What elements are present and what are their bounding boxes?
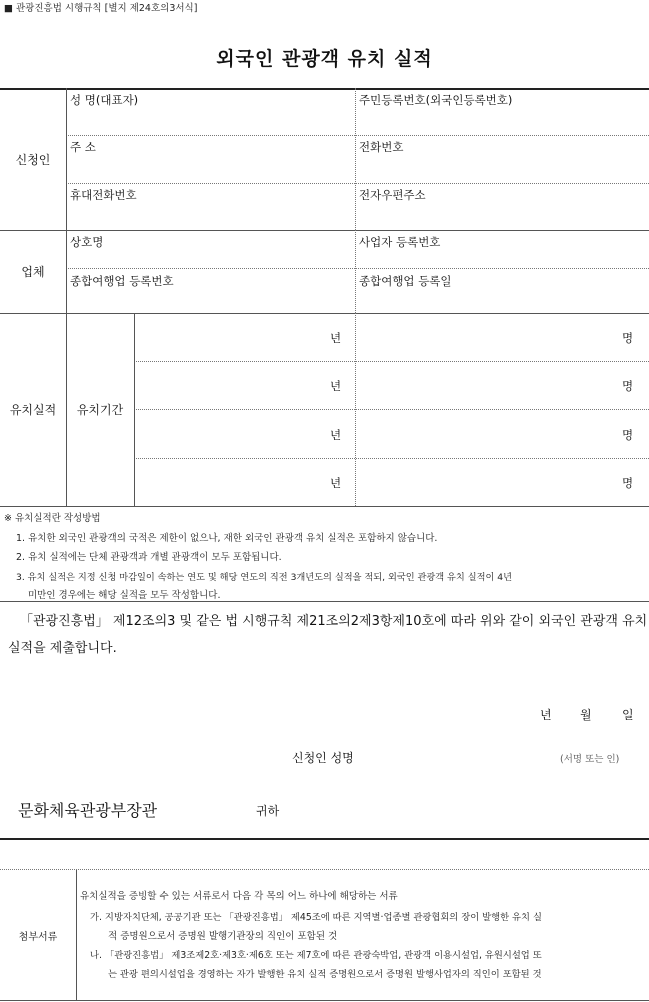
notes-heading: ※ 유치실적란 작성방법 <box>4 513 101 524</box>
applicant-name-field[interactable]: 성 명(대표자) <box>70 93 139 107</box>
phone-field[interactable]: 전화번호 <box>359 140 404 154</box>
performance-year-3[interactable]: 년 <box>330 428 342 442</box>
performance-year-1[interactable]: 년 <box>330 331 342 345</box>
performance-section-label: 유치실적 <box>9 403 57 417</box>
form-title: 외국인 관광객 유치 실적 <box>216 48 433 70</box>
note-item-3: 3. 유치 실적은 지정 신청 마감일이 속하는 연도 및 해당 연도의 직전 3개년도의 실적을 적되, 외국인 관광객 유치 실적이 4년 <box>16 572 512 583</box>
table-top-border <box>0 88 649 90</box>
date-month[interactable]: 월 <box>580 708 592 722</box>
attachments-label: 첨부서류 <box>18 931 58 943</box>
travel-registration-number-field[interactable]: 종합여행업 등록번호 <box>70 274 174 288</box>
date-day[interactable]: 일 <box>622 708 634 722</box>
note-item-3-continued: 미만인 경우에는 해당 실적을 모두 작성합니다. <box>28 590 221 601</box>
business-registration-field[interactable]: 사업자 등록번호 <box>359 235 441 249</box>
period-label: 유치기간 <box>76 403 124 417</box>
mobile-field[interactable]: 휴대전화번호 <box>70 188 137 202</box>
signature-hint[interactable]: (서명 또는 인) <box>560 754 620 765</box>
performance-count-1[interactable]: 명 <box>622 331 634 345</box>
note-item-2: 2. 유치 실적에는 단체 관광객과 개별 관광객이 모두 포함됩니다. <box>16 552 282 563</box>
email-field[interactable]: 전자우편주소 <box>359 188 426 202</box>
performance-year-4[interactable]: 년 <box>330 476 342 490</box>
travel-registration-date-field[interactable]: 종합여행업 등록일 <box>359 274 452 288</box>
note-item-1: 1. 유치한 외국인 관광객의 국적은 제한이 없으나, 재한 외국인 관광객 유치 실적은 포함하지 않습니다. <box>16 533 438 544</box>
resident-number-field[interactable]: 주민등록번호(외국인등록번호) <box>359 93 513 107</box>
applicant-section-label: 신청인 <box>15 152 51 167</box>
address-field[interactable]: 주 소 <box>70 140 96 154</box>
attachment-item-ga-continued: 적 증명원으로서 증명원 발행기관장의 직인이 포함된 것 <box>108 931 338 942</box>
performance-count-3[interactable]: 명 <box>622 428 634 442</box>
form-header: ■ 관광진흥법 시행규칙 [별지 제24호의3서식] <box>4 3 198 14</box>
submission-statement: 「관광진흥법」 제12조의3 및 같은 법 시행규칙 제21조의2제3항제10호에 따라 위와 같이 외국인 관광객 유치 실적을 제출합니다. <box>8 614 648 656</box>
company-section-label: 업체 <box>21 265 45 279</box>
performance-count-2[interactable]: 명 <box>622 379 634 393</box>
trade-name-field[interactable]: 상호명 <box>70 235 104 249</box>
recipient-suffix: 귀하 <box>256 804 280 818</box>
attachment-item-ga: 가. 지방자치단체, 공공기관 또는 「관광진흥법」 제45조에 따른 지역별·업종별 관광협회의 장이 발행한 유치 실 <box>90 912 542 923</box>
attachment-item-na: 나. 「관광진흥법」 제3조제2호·제3호·제6호 또는 제7호에 따른 관광숙박업, 관광객 이용시설업, 유원시설업 또 <box>90 950 542 961</box>
performance-count-4[interactable]: 명 <box>622 476 634 490</box>
performance-year-2[interactable]: 년 <box>330 379 342 393</box>
signature-label: 신청인 성명 <box>292 751 354 765</box>
attachment-item-na-continued: 는 관광 편의시설업을 경영하는 자가 발행한 유치 실적 증명원으로서 증명원 발행사업자의 직인이 포함된 것 <box>108 969 542 980</box>
attachments-intro: 유치실적을 증빙할 수 있는 서류로서 다음 각 목의 어느 하나에 해당하는 서류 <box>80 891 398 902</box>
date-year[interactable]: 년 <box>540 708 552 722</box>
recipient-name: 문화체육관광부장관 <box>18 801 158 820</box>
